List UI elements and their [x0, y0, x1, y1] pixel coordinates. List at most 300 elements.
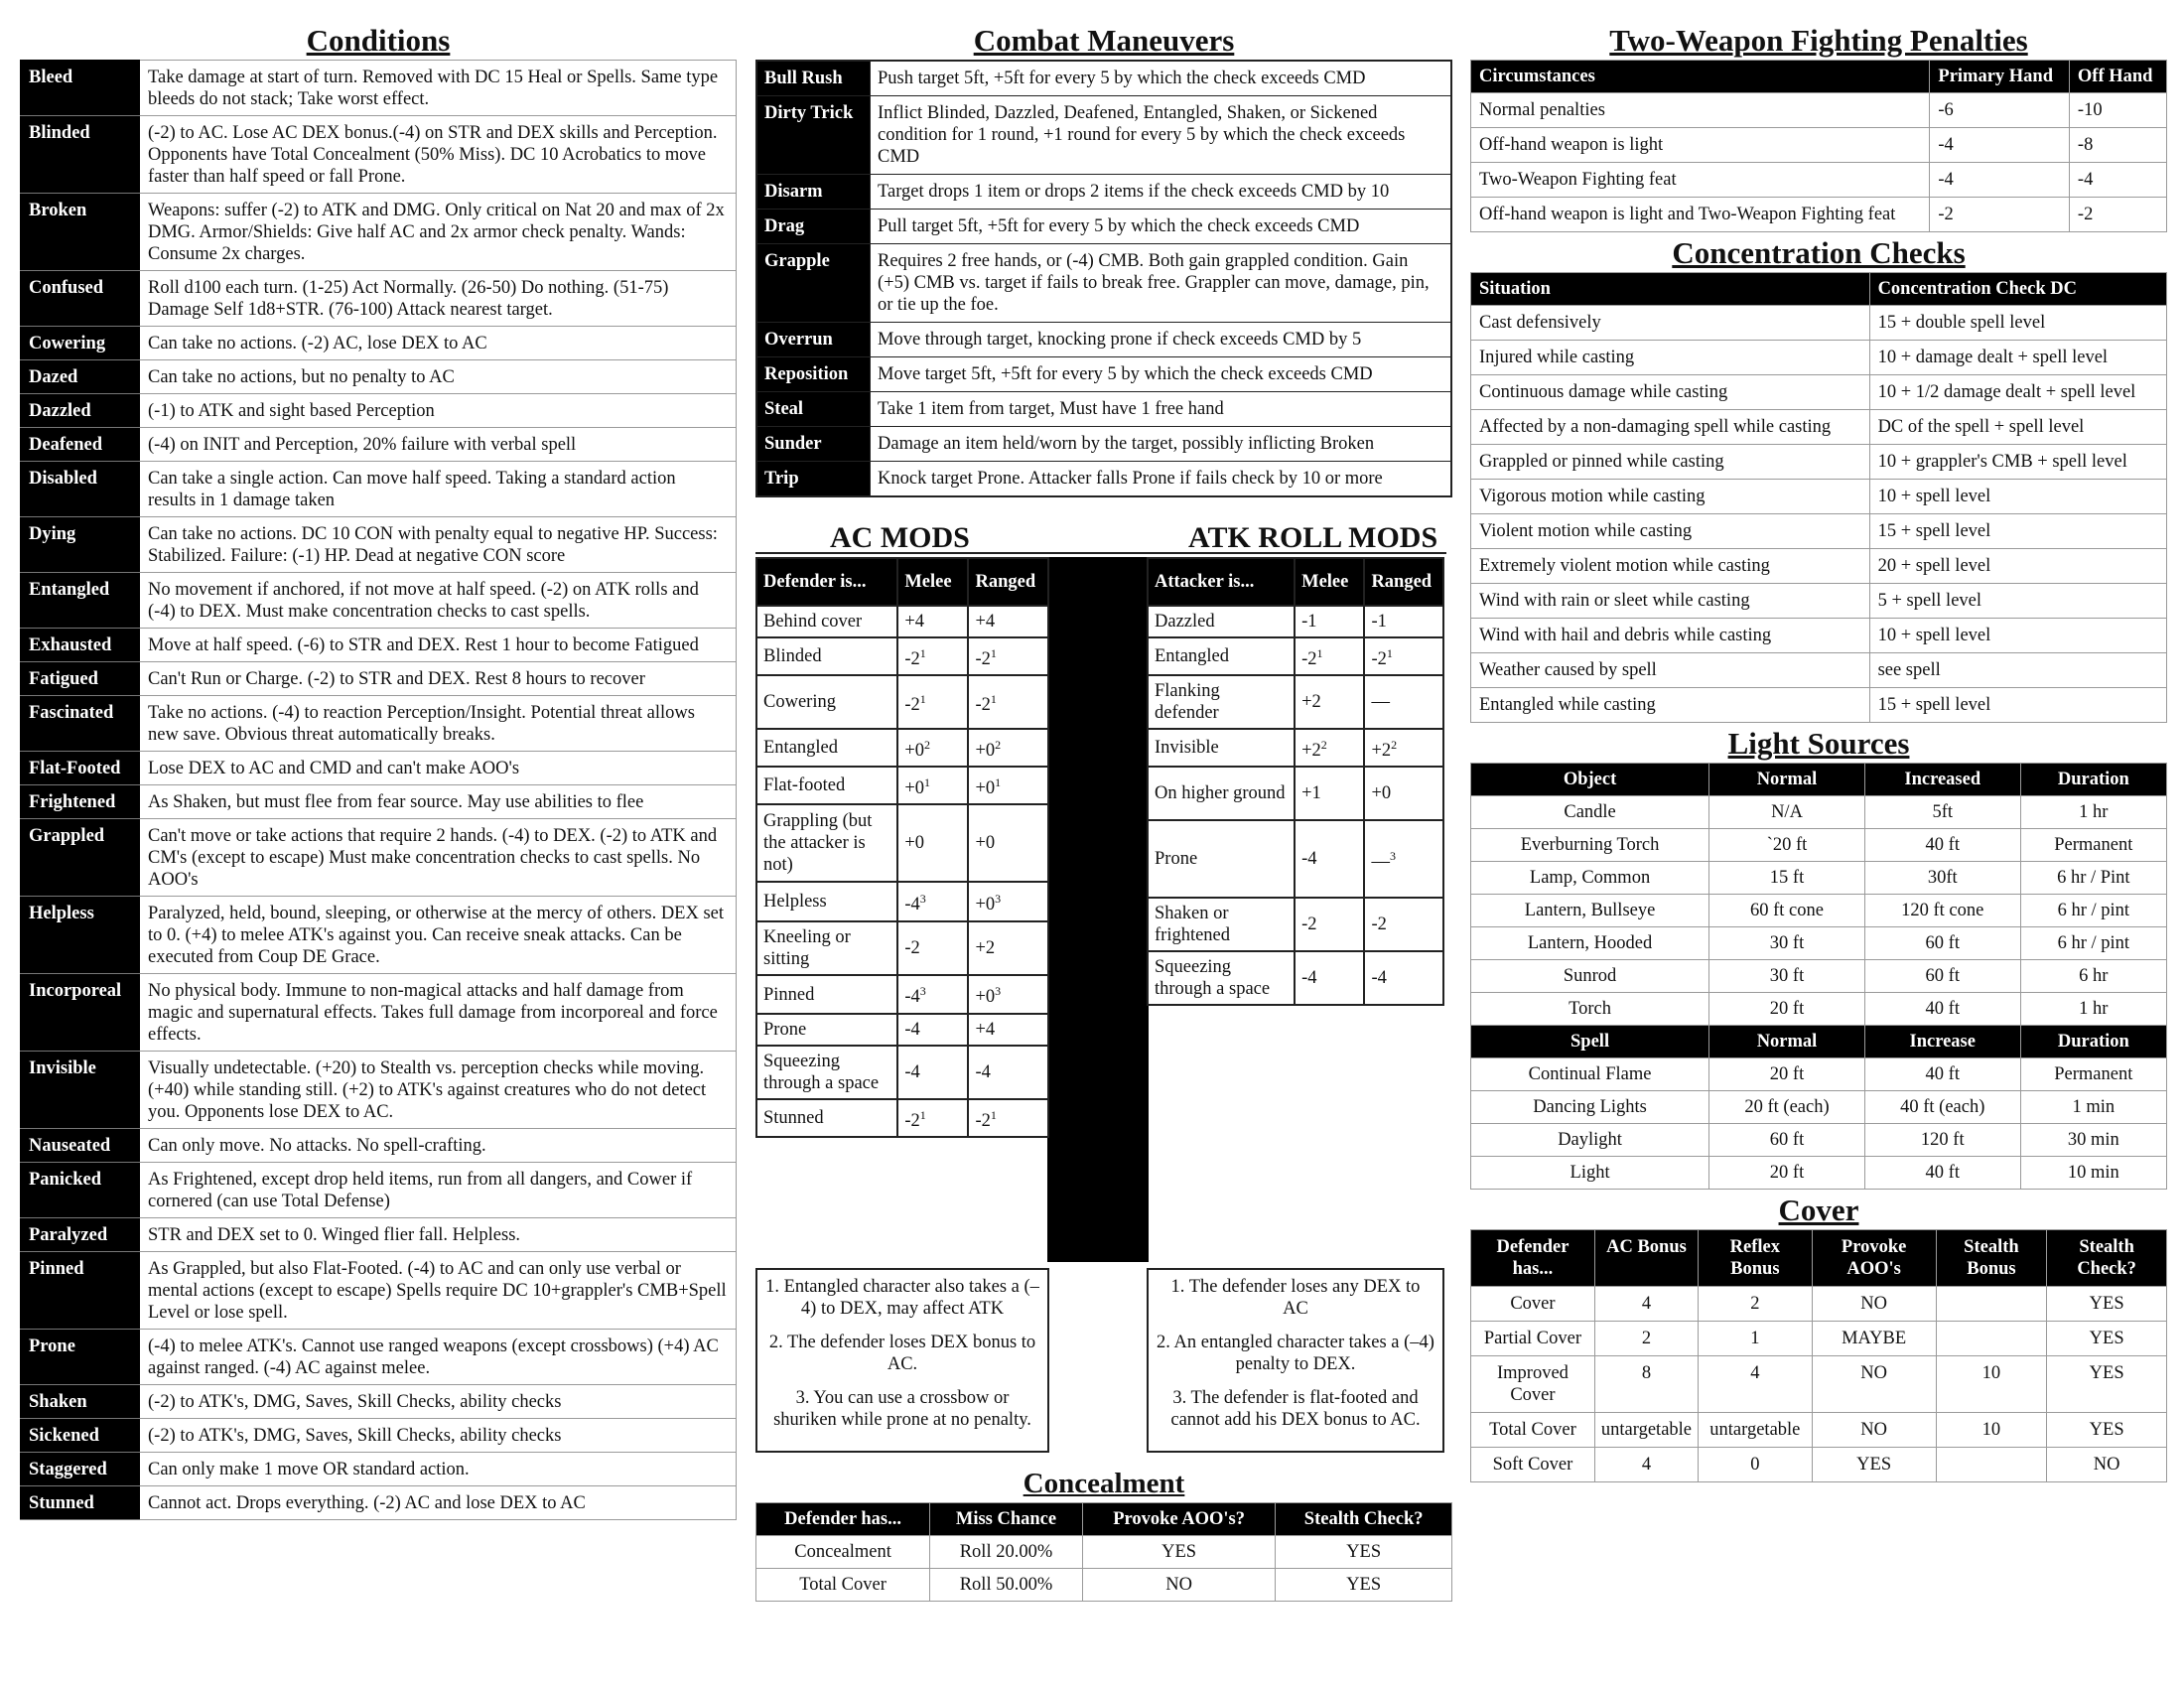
twf-cell: -8 — [2069, 128, 2166, 163]
concentration-row — [1471, 445, 2167, 480]
atk-mods-row — [1148, 606, 1443, 637]
ac-mods-row — [756, 1099, 1048, 1137]
condition-name: Prone — [21, 1330, 140, 1385]
atk-mods-header: Attacker is... — [1148, 558, 1295, 606]
right-column — [1470, 22, 2167, 1482]
mod-label: Prone — [1148, 820, 1295, 898]
condition-desc: STR and DEX set to 0. Winged flier fall. Helpless. — [140, 1218, 737, 1252]
condition-row — [21, 428, 737, 462]
light-table — [1470, 763, 2167, 1190]
condition-name: Bleed — [21, 61, 140, 116]
ac-mods-row — [756, 882, 1048, 921]
cover-cell: 4 — [1699, 1356, 1813, 1413]
footnote-marker: 1 — [924, 775, 931, 790]
mod-label: Squeezing through a space — [756, 1046, 897, 1099]
cover-title: Cover — [1778, 1193, 1859, 1227]
cover-cell: Partial Cover — [1471, 1322, 1595, 1356]
footnote-marker: 1 — [990, 692, 997, 707]
footnote-marker: 2 — [1320, 738, 1327, 753]
mods-header — [755, 523, 1452, 557]
concealment-header: Stealth Check? — [1276, 1503, 1452, 1536]
condition-name: Blinded — [21, 116, 140, 194]
mod-value: -4 — [904, 1019, 920, 1040]
footnote-marker: 3 — [1389, 849, 1396, 864]
mod-ranged — [968, 804, 1048, 882]
maneuver-name: Trip — [756, 462, 871, 497]
footnote-marker: 2 — [924, 738, 931, 753]
mod-value: — — [1371, 852, 1390, 873]
condition-row — [21, 662, 737, 696]
mod-value: -4 — [1301, 968, 1317, 989]
concentration-cell: Violent motion while casting — [1471, 514, 1870, 549]
concealment-cell: Roll 50.00% — [930, 1569, 1083, 1602]
concentration-cell: 20 + spell level — [1869, 549, 2166, 584]
maneuvers-table — [755, 60, 1452, 497]
condition-desc: As Grappled, but also Flat-Footed. (-4) to AC and can only use verbal or mental actions (except to escape) Spells require DC 10+grappler's CMB+Spell Level or lose spell. — [140, 1252, 737, 1330]
maneuver-name: Grapple — [756, 244, 871, 323]
concealment-table — [755, 1502, 1452, 1602]
mod-melee — [897, 1046, 968, 1099]
ac-mods-table — [755, 557, 1049, 1138]
light-header: Object — [1471, 764, 1709, 796]
cover-header: Reflex Bonus — [1699, 1230, 1813, 1287]
mod-melee — [1295, 637, 1364, 675]
condition-desc: (-2) to AC. Lose AC DEX bonus.(-4) on STR and DEX skills and Perception. Opponents have Total Concealment (50% Miss). DC 10 Acrobatics to move faster than half speed or fall Prone. — [140, 116, 737, 194]
mod-value: -4 — [1301, 849, 1317, 870]
mod-label: Pinned — [756, 975, 897, 1013]
mod-note: 2. The defender loses DEX bonus to AC. — [768, 1333, 1036, 1374]
light-cell: 5ft — [1864, 796, 2020, 829]
mod-ranged — [968, 767, 1048, 804]
light-cell: Everburning Torch — [1471, 829, 1709, 862]
atk-mods-row — [1148, 767, 1443, 820]
mod-value: +0 — [975, 741, 996, 762]
maneuver-row — [756, 323, 1451, 357]
concentration-row — [1471, 410, 2167, 445]
light-cell: 6 hr / pint — [2020, 927, 2166, 960]
condition-desc: Take damage at start of turn. Removed with DC 15 Heal or Spells. Same type bleeds do not stack; Take worst effect. — [140, 61, 737, 116]
concentration-row — [1471, 549, 2167, 584]
light-cell: 20 ft — [1709, 1058, 1865, 1091]
mod-ranged — [1364, 820, 1443, 898]
light-row — [1471, 993, 2167, 1026]
concentration-row — [1471, 688, 2167, 723]
condition-desc: As Shaken, but must flee from fear source. May use abilities to flee — [140, 785, 737, 819]
mod-note: 1. Entangled character also takes a (–4) to DEX, may affect ATK — [765, 1277, 1039, 1319]
concentration-cell: Affected by a non-damaging spell while casting — [1471, 410, 1870, 445]
mod-value: +4 — [975, 1019, 996, 1040]
maneuver-name: Reposition — [756, 357, 871, 392]
cover-cell: Soft Cover — [1471, 1448, 1595, 1482]
mod-label: On higher ground — [1148, 767, 1295, 820]
mod-melee — [897, 1099, 968, 1137]
mod-value: -4 — [1371, 968, 1387, 989]
mod-melee — [897, 975, 968, 1013]
condition-name: Invisible — [21, 1052, 140, 1129]
light-spell-row — [1471, 1157, 2167, 1190]
cover-cell: Total Cover — [1471, 1413, 1595, 1448]
concentration-cell: 10 + spell level — [1869, 480, 2166, 514]
mod-note: 2. An entangled character takes a (–4) penalty to DEX. — [1157, 1333, 1434, 1374]
cover-row — [1471, 1413, 2167, 1448]
maneuver-name: Sunder — [756, 427, 871, 462]
mod-label: Shaken or frightened — [1148, 898, 1295, 951]
mod-value: -4 — [975, 1061, 991, 1082]
concealment-cell: Total Cover — [756, 1569, 930, 1602]
mod-ranged — [968, 606, 1048, 637]
cover-header: Defender has... — [1471, 1230, 1595, 1287]
atk-mods-row — [1148, 729, 1443, 767]
cover-cell: NO — [1812, 1413, 1936, 1448]
mod-value: -2 — [904, 695, 920, 716]
light-spell-row — [1471, 1058, 2167, 1091]
condition-row — [21, 1052, 737, 1129]
cover-cell: 10 — [1936, 1356, 2047, 1413]
ac-mods-row — [756, 1014, 1048, 1046]
maneuver-name: Drag — [756, 210, 871, 244]
condition-name: Frightened — [21, 785, 140, 819]
ac-mods-row — [756, 767, 1048, 804]
mod-value: +2 — [1301, 741, 1321, 762]
light-row — [1471, 796, 2167, 829]
light-cell: 40 ft — [1864, 1058, 2020, 1091]
maneuver-name: Dirty Trick — [756, 96, 871, 175]
mod-label: Flat-footed — [756, 767, 897, 804]
cover-header: Stealth Bonus — [1936, 1230, 2047, 1287]
light-cell: Torch — [1471, 993, 1709, 1026]
ac-mods-row — [756, 804, 1048, 882]
mod-label: Flanking defender — [1148, 675, 1295, 729]
condition-row — [21, 327, 737, 360]
condition-name: Stunned — [21, 1486, 140, 1520]
light-header: Duration — [2020, 764, 2166, 796]
mod-note: 3. You can use a crossbow or shuriken while prone at no penalty. — [773, 1388, 1031, 1430]
twf-row — [1471, 128, 2167, 163]
concentration-row — [1471, 341, 2167, 375]
concentration-cell: 10 + damage dealt + spell level — [1869, 341, 2166, 375]
mod-label: Kneeling or sitting — [756, 921, 897, 975]
ac-mods-row — [756, 729, 1048, 767]
cover-cell: 2 — [1699, 1287, 1813, 1322]
light-cell: 40 ft — [1864, 829, 2020, 862]
concentration-cell: 5 + spell level — [1869, 584, 2166, 619]
concentration-table — [1470, 272, 2167, 723]
light-cell: 40 ft — [1864, 993, 2020, 1026]
concealment-cell: Concealment — [756, 1536, 930, 1569]
condition-row — [21, 1419, 737, 1453]
light-cell: 30 min — [2020, 1124, 2166, 1157]
footnote-marker: 2 — [1391, 738, 1398, 753]
footnote-marker: 3 — [995, 892, 1002, 907]
mod-melee — [897, 882, 968, 921]
mod-ranged — [1364, 675, 1443, 729]
maneuver-desc: Move through target, knocking prone if check exceeds CMD by 5 — [871, 323, 1452, 357]
light-header: Normal — [1709, 764, 1865, 796]
twf-header: Circumstances — [1471, 61, 1930, 93]
mod-label: Helpless — [756, 882, 897, 921]
ac-mods-notes — [755, 1268, 1049, 1453]
condition-desc: Can only move. No attacks. No spell-crafting. — [140, 1129, 737, 1163]
light-cell: 6 hr / Pint — [2020, 862, 2166, 895]
condition-desc: Can't Run or Charge. (-2) to STR and DEX. Rest 8 hours to recover — [140, 662, 737, 696]
mod-label: Entangled — [1148, 637, 1295, 675]
concealment-header: Provoke AOO's? — [1082, 1503, 1276, 1536]
light-spell-header: Spell — [1471, 1026, 1709, 1058]
maneuver-row — [756, 61, 1451, 96]
maneuver-desc: Inflict Blinded, Dazzled, Deafened, Entangled, Shaken, or Sickened condition for 1 round, +1 round for every 5 by which the check exceeds CMD — [871, 96, 1452, 175]
twf-cell: -2 — [1930, 198, 2070, 232]
condition-row — [21, 819, 737, 897]
condition-desc: Can't move or take actions that require 2 hands. (-4) to DEX. (-2) to ATK and CM's (except to escape) Must make concentration checks to cast spells. No AOO's — [140, 819, 737, 897]
mod-value: -1 — [1301, 612, 1317, 632]
condition-desc: Lose DEX to AC and CMD and can't make AOO's — [140, 752, 737, 785]
concentration-cell: Vigorous motion while casting — [1471, 480, 1870, 514]
mod-value: -2 — [975, 1110, 991, 1131]
mod-melee — [1295, 606, 1364, 637]
mod-label: Cowering — [756, 675, 897, 729]
cover-cell: untargetable — [1699, 1413, 1813, 1448]
footnote-marker: 1 — [919, 692, 926, 707]
cover-cell: untargetable — [1594, 1413, 1698, 1448]
concentration-cell: Weather caused by spell — [1471, 653, 1870, 688]
concentration-cell: Extremely violent motion while casting — [1471, 549, 1870, 584]
cover-row — [1471, 1448, 2167, 1482]
light-header: Increased — [1864, 764, 2020, 796]
mod-label: Invisible — [1148, 729, 1295, 767]
condition-row — [21, 1453, 737, 1486]
cover-cell — [1936, 1448, 2047, 1482]
light-cell: Continual Flame — [1471, 1058, 1709, 1091]
mod-ranged — [968, 1046, 1048, 1099]
light-cell: Permanent — [2020, 829, 2166, 862]
condition-name: Shaken — [21, 1385, 140, 1419]
atk-mods-header: Ranged — [1364, 558, 1443, 606]
condition-name: Entangled — [21, 573, 140, 629]
condition-row — [21, 1163, 737, 1218]
mod-melee — [1295, 820, 1364, 898]
mod-ranged — [1364, 951, 1443, 1005]
light-cell: 60 ft — [1864, 927, 2020, 960]
condition-name: Deafened — [21, 428, 140, 462]
mod-value: +2 — [1301, 692, 1321, 713]
condition-row — [21, 1129, 737, 1163]
maneuver-desc: Damage an item held/worn by the target, possibly inflicting Broken — [871, 427, 1452, 462]
maneuvers-title: Combat Maneuvers — [973, 23, 1235, 58]
conditions-section — [20, 22, 737, 1520]
mod-label: Blinded — [756, 637, 897, 675]
mods-area — [755, 557, 1452, 1451]
condition-row — [21, 696, 737, 752]
concentration-cell: DC of the spell + spell level — [1869, 410, 2166, 445]
cover-header: Stealth Check? — [2047, 1230, 2167, 1287]
light-row — [1471, 927, 2167, 960]
mod-value: -2 — [975, 695, 991, 716]
mod-value: -1 — [1371, 612, 1387, 632]
twf-cell: -4 — [1930, 163, 2070, 198]
atk-mods-title: ATK ROLL MODS — [1188, 521, 1438, 554]
conditions-title: Conditions — [306, 23, 451, 58]
ac-mods-row — [756, 1046, 1048, 1099]
light-cell: 6 hr — [2020, 960, 2166, 993]
maneuver-row — [756, 357, 1451, 392]
maneuver-desc: Target drops 1 item or drops 2 items if the check exceeds CMD by 10 — [871, 175, 1452, 210]
concentration-row — [1471, 584, 2167, 619]
condition-name: Panicked — [21, 1163, 140, 1218]
condition-name: Sickened — [21, 1419, 140, 1453]
footnote-marker: 3 — [919, 892, 926, 907]
mod-label: Grappling (but the attacker is not) — [756, 804, 897, 882]
footnote-marker: 1 — [1386, 646, 1393, 660]
concealment-cell: YES — [1082, 1536, 1276, 1569]
light-spell-header-row — [1471, 1026, 2167, 1058]
footnote-marker: 2 — [995, 738, 1002, 753]
atk-mods-header: Melee — [1295, 558, 1364, 606]
condition-name: Broken — [21, 194, 140, 271]
concentration-cell: 10 + 1/2 damage dealt + spell level — [1869, 375, 2166, 410]
mod-melee — [897, 804, 968, 882]
mod-ranged — [1364, 767, 1443, 820]
footnote-marker: 1 — [919, 646, 926, 660]
light-cell: 6 hr / pint — [2020, 895, 2166, 927]
light-cell: Daylight — [1471, 1124, 1709, 1157]
concentration-cell: Entangled while casting — [1471, 688, 1870, 723]
ac-mods-row — [756, 975, 1048, 1013]
mod-ranged — [968, 675, 1048, 729]
light-cell: 20 ft (each) — [1709, 1091, 1865, 1124]
light-cell: 60 ft — [1864, 960, 2020, 993]
mod-melee — [897, 729, 968, 767]
concentration-header: Concentration Check DC — [1869, 273, 2166, 306]
twf-row — [1471, 163, 2167, 198]
condition-desc: No physical body. Immune to non-magical attacks and half damage from magic and supernatural effects. Takes full damage from incorporeal and force effects. — [140, 974, 737, 1052]
light-cell: 1 hr — [2020, 796, 2166, 829]
cover-cell: YES — [2047, 1322, 2167, 1356]
light-cell: 60 ft — [1709, 1124, 1865, 1157]
concentration-row — [1471, 653, 2167, 688]
ac-mods-header: Melee — [897, 558, 968, 606]
maneuver-desc: Pull target 5ft, +5ft for every 5 by which the check exceeds CMD — [871, 210, 1452, 244]
condition-desc: Roll d100 each turn. (1-25) Act Normally. (26-50) Do nothing. (51-75) Damage Self 1d8+STR. (76-100) Attack nearest target. — [140, 271, 737, 327]
condition-name: Flat-Footed — [21, 752, 140, 785]
condition-name: Helpless — [21, 897, 140, 974]
mod-melee — [897, 606, 968, 637]
light-cell: Lantern, Hooded — [1471, 927, 1709, 960]
cover-cell: Cover — [1471, 1287, 1595, 1322]
mod-melee — [1295, 729, 1364, 767]
mod-ranged — [968, 1099, 1048, 1137]
light-cell: Permanent — [2020, 1058, 2166, 1091]
light-spell-header: Increase — [1864, 1026, 2020, 1058]
cover-cell: 4 — [1594, 1448, 1698, 1482]
condition-row — [21, 752, 737, 785]
mod-ranged — [968, 921, 1048, 975]
footnote-marker: 1 — [990, 1107, 997, 1122]
twf-cell: -10 — [2069, 93, 2166, 128]
concealment-cell: YES — [1276, 1569, 1452, 1602]
ac-mods-row — [756, 637, 1048, 675]
maneuver-desc: Take 1 item from target, Must have 1 free hand — [871, 392, 1452, 427]
condition-row — [21, 1218, 737, 1252]
light-cell: 30 ft — [1709, 927, 1865, 960]
condition-desc: (-1) to ATK and sight based Perception — [140, 394, 737, 428]
light-cell: Dancing Lights — [1471, 1091, 1709, 1124]
cover-cell: 0 — [1699, 1448, 1813, 1482]
light-row — [1471, 862, 2167, 895]
concealment-cell: Roll 20.00% — [930, 1536, 1083, 1569]
concentration-row — [1471, 306, 2167, 341]
mod-value: -2 — [975, 649, 991, 670]
mod-ranged — [968, 882, 1048, 921]
cover-cell: Improved Cover — [1471, 1356, 1595, 1413]
maneuver-row — [756, 427, 1451, 462]
condition-desc: Can take a single action. Can move half speed. Taking a standard action results in 1 damage taken — [140, 462, 737, 517]
mod-value: +1 — [1301, 783, 1321, 804]
condition-desc: Visually undetectable. (+20) to Stealth vs. perception checks while moving. (+40) while standing still. (+2) to ATK's against creatures who do not detect you. Opponents lose DEX to AC. — [140, 1052, 737, 1129]
light-cell: 30ft — [1864, 862, 2020, 895]
condition-desc: Move at half speed. (-6) to STR and DEX. Rest 1 hour to become Fatigued — [140, 629, 737, 662]
cover-table — [1470, 1229, 2167, 1482]
mod-melee — [1295, 898, 1364, 951]
condition-row — [21, 1486, 737, 1520]
condition-row — [21, 785, 737, 819]
twf-cell: -2 — [2069, 198, 2166, 232]
maneuver-name: Bull Rush — [756, 61, 871, 96]
light-cell: 20 ft — [1709, 993, 1865, 1026]
cover-cell: NO — [1812, 1287, 1936, 1322]
condition-name: Confused — [21, 271, 140, 327]
condition-row — [21, 394, 737, 428]
mod-value: +0 — [904, 778, 925, 799]
twf-cell: Two-Weapon Fighting feat — [1471, 163, 1930, 198]
condition-name: Nauseated — [21, 1129, 140, 1163]
cover-cell: NO — [1812, 1356, 1936, 1413]
atk-mods-row — [1148, 637, 1443, 675]
twf-cell: Off-hand weapon is light — [1471, 128, 1930, 163]
condition-name: Dazzled — [21, 394, 140, 428]
concentration-cell: Wind with rain or sleet while casting — [1471, 584, 1870, 619]
mod-melee — [897, 637, 968, 675]
light-title: Light Sources — [1727, 726, 1910, 761]
concealment-row — [756, 1536, 1452, 1569]
light-cell: `20 ft — [1709, 829, 1865, 862]
concentration-title: Concentration Checks — [1672, 235, 1966, 270]
mod-note: 3. The defender is flat-footed and cannot add his DEX bonus to AC. — [1170, 1388, 1421, 1430]
mod-value: +0 — [975, 778, 996, 799]
atk-mods-row — [1148, 675, 1443, 729]
mod-value: -4 — [904, 987, 920, 1008]
condition-name: Dying — [21, 517, 140, 573]
concentration-cell: Continuous damage while casting — [1471, 375, 1870, 410]
maneuver-desc: Requires 2 free hands, or (-4) CMB. Both gain grappled condition. Gain (+5) CMB vs. target if fails to break free. Grappler can move, damage, pin, or tie up the foe. — [871, 244, 1452, 323]
mod-value: +0 — [904, 741, 925, 762]
concentration-cell: Injured while casting — [1471, 341, 1870, 375]
concealment-row — [756, 1569, 1452, 1602]
mod-label: Entangled — [756, 729, 897, 767]
condition-name: Disabled — [21, 462, 140, 517]
mod-value: -2 — [1371, 649, 1387, 670]
concentration-cell: 15 + double spell level — [1869, 306, 2166, 341]
condition-row — [21, 116, 737, 194]
cover-header: Provoke AOO's — [1812, 1230, 1936, 1287]
light-cell: 60 ft cone — [1709, 895, 1865, 927]
concealment-title: Concealment — [1023, 1468, 1185, 1499]
condition-desc: Weapons: suffer (-2) to ATK and DMG. Only critical on Nat 20 and max of 2x DMG. Armor/Shields: Give half AC and 2x armor check penalty. Wands: Consume 2x charges. — [140, 194, 737, 271]
footnote-marker: 3 — [919, 984, 926, 999]
atk-mods-table — [1147, 557, 1444, 1006]
mod-label: Squeezing through a space — [1148, 951, 1295, 1005]
mod-value: -2 — [1371, 914, 1387, 935]
twf-cell: Normal penalties — [1471, 93, 1930, 128]
